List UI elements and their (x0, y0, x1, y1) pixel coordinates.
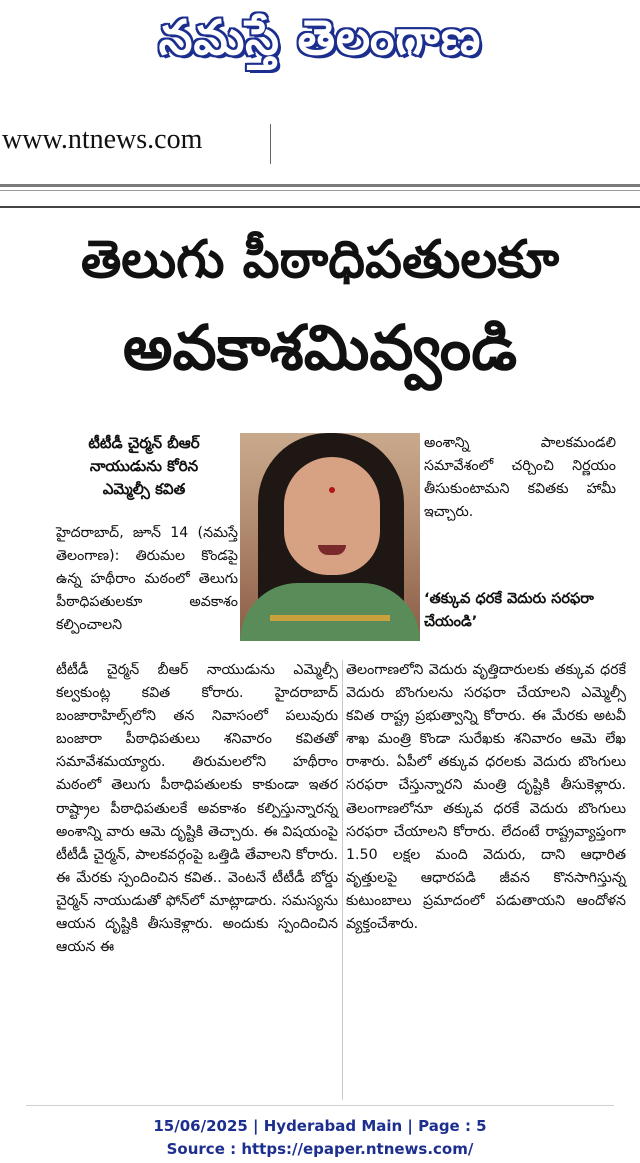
article-paragraph: టీటీడీ చైర్మన్ బీఆర్ నాయుడును ఎమ్మెల్సీ కల్వకుంట్ల కవిత కోరారు. హైదరాబాద్ బంజారాహిల్స్‌లోని తన నివాసంలో పలువురు బంజారా పీఠాధిపతులు శనివారం కవితతో సమావేశమయ్యారు. తిరుమలలోని హథీరాం మఠంలో తెలుగు పీఠాధిపతులకు కాకుండా ఇతర రాష్ట్రాల పీఠాధిపతులకే అవకాశం కల్పిస్తున్నారన్న అంశాన్ని వారు ఆమె దృష్టికి తెచ్చారు. ఈ విషయంపై టీటీడీ చైర్మన్, పాలకవర్గంపై ఒత్తిడి తేవాలని కోరారు. ఈ మేరకు స్పందించిన కవిత.. వెంటనే టీటీడీ బోర్డు చైర్మన్ నాయుడుతో ఫోన్‌లో మాట్లాడారు. సమస్యను ఆయన దృష్టికి తీసుకెళ్లారు. అందుకు స్పందించిన ఆయన ఈ (56, 662, 338, 956)
article-body-column-1 (56, 522, 238, 637)
divider (270, 124, 271, 164)
masthead (0, 0, 640, 80)
photo-saree-border (270, 615, 390, 621)
mlc-kavitha-photo (240, 433, 420, 641)
column-divider (342, 660, 343, 1100)
subhead-line: టీటీడీ చైర్మన్ బీఆర్ (88, 434, 200, 452)
article-paragraph: అంశాన్ని పాలకమండలి సమావేశంలో చర్చించి నిర్ణయం తీసుకుంటామని కవితకు హామీ ఇచ్చారు. (424, 435, 616, 521)
subhead-line: ఎమ్మెల్సీ కవిత (102, 480, 186, 498)
article-body-column-3 (424, 432, 616, 524)
website-url: www.ntnews.com (2, 124, 203, 155)
photo-face (284, 457, 380, 575)
article-body-column-2 (56, 659, 338, 959)
masthead-rule (0, 184, 640, 187)
source-url: Source : https://epaper.ntnews.com/ (166, 1140, 474, 1158)
photo-saree (240, 583, 420, 641)
footer-rule (26, 1105, 614, 1106)
headline-line-2: అవకాశమివ్వండి (122, 311, 518, 384)
article-paragraph: హైదరాబాద్, జూన్ 14 (నమస్తే తెలంగాణ): తిరుమల కొండపై ఉన్న హథీరాం మఠంలో తెలుగు పీఠాధిపతులకూ అవకాశం కల్పించాలని (56, 525, 238, 634)
article-subhead (44, 432, 244, 501)
photo-bindi (329, 487, 335, 493)
subhead-line: నాయుడును కోరిన (89, 457, 199, 475)
headline-line-1: తెలుగు పీఠాధిపతులకూ (80, 230, 560, 290)
masthead-rule-thin (0, 190, 640, 191)
article-paragraph: తెలంగాణలోని వెదురు వృత్తిదారులకు తక్కువ ధరకే వెదురు బొంగులను సరఫరా చేయాలని ఎమ్మెల్సీ కవిత రాష్ట్ర ప్రభుత్వాన్ని కోరారు. ఈ మేరకు అటవీ శాఖ మంత్రి కొండా సురేఖకు శనివారం ఆమె లేఖ రాశారు. ఏపీలో తక్కువ ధరలకు వెదురు బొంగులు సరఫరా చేస్తున్నారని మంత్రి దృష్టికి తీసుకెళ్లారు. తెలంగాణలోనూ తక్కువ ధరకే వెదురు బొంగులు సరఫరా చేయాలని కోరారు. లేదంటే రాష్ట్రవ్యాప్తంగా 1.50 లక్షల మంది వెదురు, దాని ఆధారిత వృత్తులపై ఆధారపడి జీవన కొనసాగిస్తున్న కుటుంబాలు ప్రమాదంలో పడుతాయని ఆందోళన వ్యక్తంచేశారు. (346, 662, 626, 933)
edition-info: 15/06/2025 | Hyderabad Main | Page : 5 (153, 1117, 487, 1135)
article-body-column-4 (346, 659, 626, 936)
article-sidehead: ‘తక్కువ ధరకే వెదురు సరఫరా చేయండి’ (424, 591, 594, 630)
newspaper-logo: నమస్తే తెలంగాణ (158, 10, 482, 66)
